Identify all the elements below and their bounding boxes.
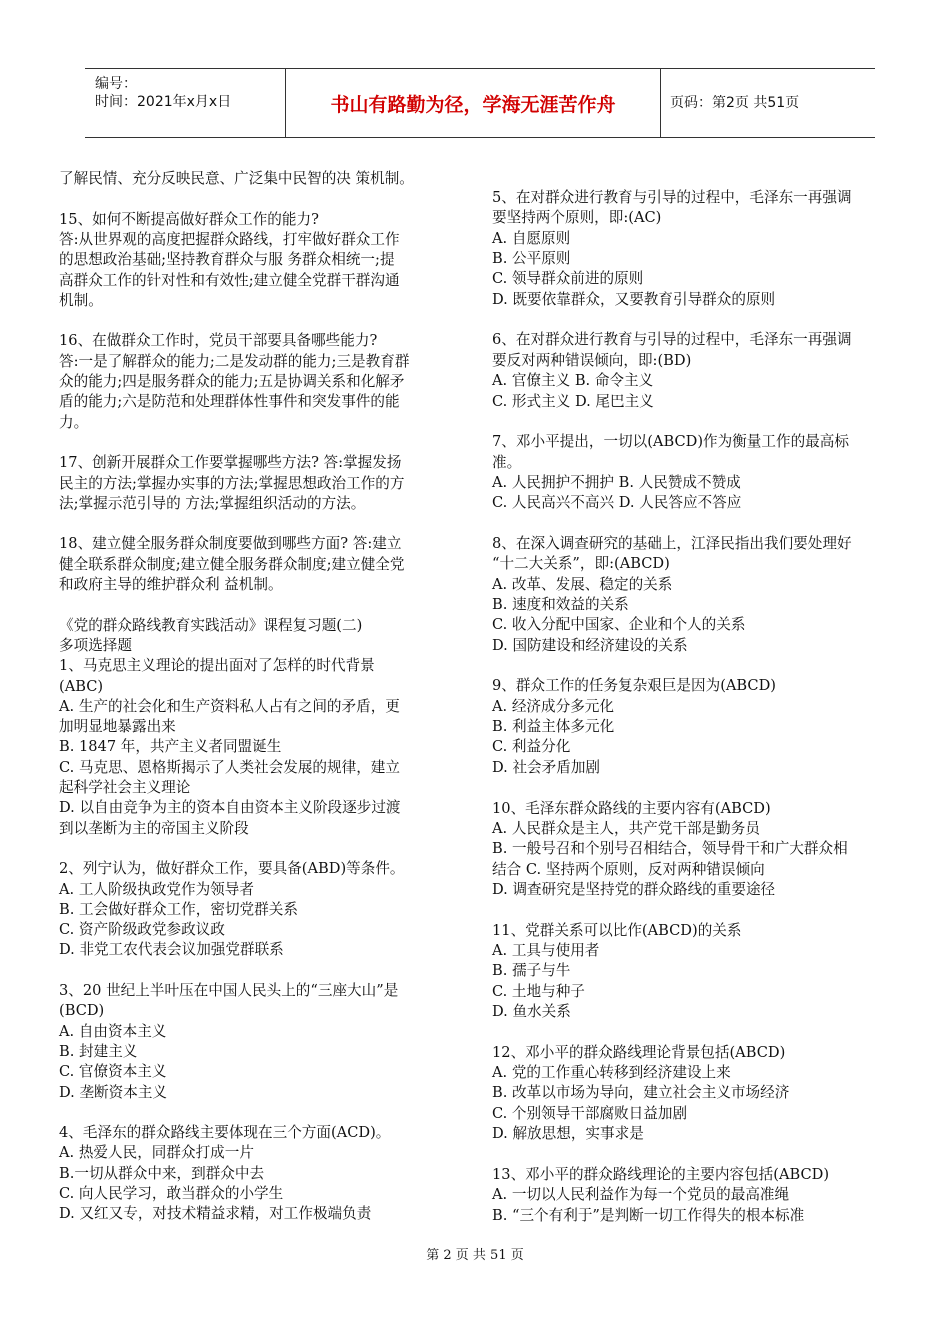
header-motto: 书山有路勤为径，学海无涯苦作舟: [330, 94, 616, 116]
text-line: A. 自由资本主义: [59, 1022, 167, 1040]
text-line: C. 形式主义 D. 尾巴主义: [492, 392, 654, 410]
text-line: D. 以自由竞争为主的资本自由资本主义阶段逐步过渡: [59, 799, 401, 817]
text-line: 到以垄断为主的帝国主义阶段: [59, 819, 249, 837]
text-line: 多项选择题: [59, 636, 132, 654]
text-line: 13、邓小平的群众路线理论的主要内容包括(ABCD): [492, 1165, 830, 1183]
text-line: 7、邓小平提出，一切以(ABCD)作为衡量工作的最高标: [492, 433, 849, 451]
text-line: 17、创新开展群众工作要掌握哪些方法? 答:掌握发扬: [59, 454, 402, 472]
text-line: 准。: [492, 453, 522, 471]
text-line: D. 非党工农代表会议加强党群联系: [59, 941, 284, 959]
text-line: 18、建立健全服务群众制度要做到哪些方面? 答:建立: [59, 535, 402, 553]
text-line: D. 鱼水关系: [492, 1003, 571, 1020]
text-line: 盾的能力;六是防范和处理群体性事件和突发事件的能: [59, 393, 400, 411]
text-line: 的思想政治基础;坚持教育群众与服 务群众相统一;提: [59, 251, 395, 269]
text-line: 民主的方法;掌握办实事的方法;掌握思想政治工作的方: [59, 474, 405, 492]
text-line: B. 公平原则: [492, 250, 571, 268]
text-line: D. 既要依靠群众，又要教育引导群众的原则: [492, 290, 776, 308]
text-line: 5、在对群众进行教育与引导的过程中，毛泽东一再强调: [492, 189, 852, 206]
text-line: 9、群众工作的任务复杂艰巨是因为(ABCD): [492, 677, 776, 695]
page-header: [85, 68, 875, 138]
header-meta-cell: [85, 69, 285, 137]
text-line: C. 领导群众前进的原则: [492, 270, 644, 288]
text-line: 众的能力;四是服务群众的能力;五是协调关系和化解矛: [59, 373, 405, 390]
text-line: 起科学社会主义理论: [59, 779, 191, 796]
text-line: 要反对两种错误倾向，即:(BD): [492, 351, 692, 369]
text-line: 力。: [59, 413, 89, 431]
text-line: 15、如何不断提高做好群众工作的能力?: [59, 210, 319, 228]
text-line: 机制。: [59, 291, 103, 309]
text-line: 16、在做群众工作时，党员干部要具备哪些能力?: [59, 332, 378, 350]
header-page-info: 页码：第2页 共51页: [670, 95, 800, 111]
text-line: A. 人民群众是主人，共产党干部是勤务员: [492, 819, 760, 837]
text-line: (ABC): [59, 677, 104, 695]
text-line: D. 社会矛盾加剧: [492, 758, 601, 776]
text-line: C. 利益分化: [492, 738, 571, 756]
text-line: 健全联系群众制度;建立健全服务群众制度;建立健全党: [59, 555, 405, 573]
text-line: B. 封建主义: [59, 1042, 138, 1060]
text-line: 《党的群众路线教育实践活动》课程复习题(二): [59, 616, 363, 634]
text-line: C. 资产阶级政党参政议政: [59, 921, 225, 939]
text-line: D. 垄断资本主义: [59, 1083, 168, 1101]
text-line: 10、毛泽东群众路线的主要内容有(ABCD): [492, 799, 771, 817]
text-line: “十二大关系”，即:(ABCD): [492, 555, 670, 573]
text-line: 高群众工作的针对性和有效性;建立健全党群干群沟通: [59, 271, 400, 289]
text-line: 加明显地暴露出来: [59, 718, 176, 736]
text-line: A. 经济成分多元化: [492, 697, 614, 715]
text-line: B. 利益主体多元化: [492, 718, 615, 736]
text-line: 2、列宁认为，做好群众工作，要具备(ABD)等条件。: [59, 860, 405, 878]
text-line: D. 调查研究是坚持党的群众路线的重要途径: [492, 880, 776, 898]
text-line: A. 一切以人民利益作为每一个党员的最高准绳: [492, 1186, 790, 1204]
text-line: A. 党的工作重心转移到经济建设上来: [492, 1064, 731, 1082]
document-number-label: 编号：: [95, 76, 137, 92]
text-line: A. 改革、发展、稳定的关系: [492, 575, 673, 593]
text-line: 结合 C. 坚持两个原则，反对两种错误倾向: [492, 860, 765, 878]
text-line: A. 热爱人民，同群众打成一片: [59, 1144, 254, 1162]
text-line: B. 1847 年，共产主义者同盟诞生: [59, 738, 282, 756]
text-line: D. 又红又专，对技术精益求精，对工作极端负责: [59, 1205, 372, 1223]
text-line: C. 土地与种子: [492, 982, 585, 1000]
text-line: C. 马克思、恩格斯揭示了人类社会发展的规律，建立: [59, 758, 400, 776]
text-line: 了解民情、充分反映民意、广泛集中民智的决 策机制。: [59, 170, 414, 187]
text-line: 和政府主导的维护群众利 益机制。: [59, 576, 283, 593]
text-line: C. 个别领导干部腐败日益加剧: [492, 1104, 688, 1122]
text-line: 11、党群关系可以比作(ABCD)的关系: [492, 921, 742, 939]
text-line: B. 改革以市场为导向，建立社会主义市场经济: [492, 1084, 790, 1102]
document-time: 时间：2021年x月x日: [95, 94, 232, 110]
text-line: A. 生产的社会化和生产资料私人占有之间的矛盾，更: [59, 697, 400, 715]
page-footer: 第 2 页 共 51 页: [426, 1248, 524, 1263]
text-line: B. “三个有利于”是判断一切工作得失的根本标准: [492, 1206, 805, 1224]
text-line: C. 向人民学习，敢当群众的小学生: [59, 1185, 284, 1202]
text-line: 答:一是了解群众的能力;二是发动群的能力;三是教育群: [59, 352, 410, 370]
text-line: C. 官僚资本主义: [59, 1063, 167, 1081]
text-line: 1、马克思主义理论的提出面对了怎样的时代背景: [59, 657, 375, 675]
text-line: D. 解放思想，实事求是: [492, 1125, 644, 1143]
text-line: A. 人民拥护不拥护 B. 人民赞成不赞成: [492, 473, 741, 491]
text-line: 6、在对群众进行教育与引导的过程中，毛泽东一再强调: [492, 331, 852, 349]
text-line: 法;掌握示范引导的 方法;掌握组织活动的方法。: [59, 494, 366, 512]
text-line: C. 人民高兴不高兴 D. 人民答应不答应: [492, 494, 742, 512]
text-line: A. 官僚主义 B. 命令主义: [492, 372, 654, 390]
text-line: 8、在深入调查研究的基础上，江泽民指出我们要处理好: [492, 534, 852, 552]
header-motto-cell: [285, 69, 661, 137]
text-line: A. 工具与使用者: [492, 941, 600, 959]
text-line: (BCD): [59, 1002, 105, 1020]
text-line: D. 国防建设和经济建设的关系: [492, 636, 688, 654]
text-line: B. 一般号召和个别号召相结合，领导骨干和广大群众相: [492, 840, 848, 858]
text-line: A. 工人阶级执政党作为领导者: [59, 880, 254, 898]
text-line: 3、20 世纪上半叶压在中国人民头上的“三座大山”是: [59, 982, 399, 999]
text-line: 12、邓小平的群众路线理论背景包括(ABCD): [492, 1043, 786, 1061]
text-line: 4、毛泽东的群众路线主要体现在三个方面(ACD)。: [59, 1124, 391, 1142]
header-page-cell: [660, 69, 875, 137]
text-line: B.一切从群众中来，到群众中去: [59, 1164, 265, 1182]
text-line: B. 工会做好群众工作，密切党群关系: [59, 900, 298, 918]
text-line: B. 速度和效益的关系: [492, 596, 629, 613]
text-line: B. 孺子与牛: [492, 962, 571, 980]
text-line: 答:从世界观的高度把握群众路线，打牢做好群众工作: [59, 230, 400, 248]
text-line: C. 收入分配中国家、企业和个人的关系: [492, 616, 746, 634]
text-line: 要坚持两个原则，即:(AC): [492, 209, 662, 227]
text-line: A. 自愿原则: [492, 229, 571, 247]
